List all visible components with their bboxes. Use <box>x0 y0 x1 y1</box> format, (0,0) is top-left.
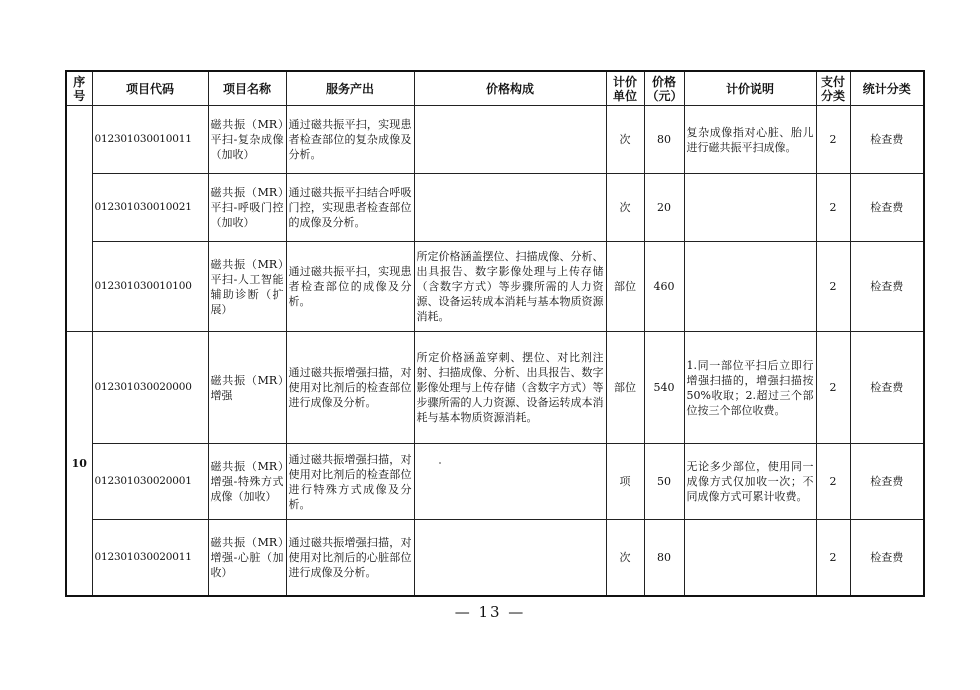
payment-cell: 2 <box>816 174 850 242</box>
table-row <box>66 174 924 242</box>
price-cell: 460 <box>644 242 684 332</box>
name-cell: 磁共振（MR）平扫-人工智能辅助诊断（扩展） <box>208 242 286 332</box>
unit-cell: 次 <box>606 174 644 242</box>
price-cell: 80 <box>644 106 684 174</box>
explanation-cell: 1.同一部位平扫后立即行增强扫描的，增强扫描按50%收取；2.超过三个部位按三个部位收费。 <box>684 332 816 444</box>
group-number: 10 <box>66 332 92 596</box>
header-unit: 计价单位 <box>606 71 644 106</box>
price-cell: 80 <box>644 520 684 596</box>
composition-cell <box>414 444 606 520</box>
payment-cell: 2 <box>816 520 850 596</box>
explanation-cell <box>684 242 816 332</box>
code-cell: 012301030020000 <box>92 332 208 444</box>
output-cell: 通过磁共振增强扫描，对使用对比剂后的检查部位进行特殊方式成像及分析。 <box>286 444 414 520</box>
unit-cell: 次 <box>606 106 644 174</box>
explanation-cell <box>684 520 816 596</box>
header-seq: 序号 <box>66 71 92 106</box>
name-cell: 磁共振（MR）增强 <box>208 332 286 444</box>
stat-cell: 检查费 <box>850 332 924 444</box>
stat-cell: 检查费 <box>850 174 924 242</box>
table-row <box>66 332 924 444</box>
table-row <box>66 242 924 332</box>
stat-cell: 检查费 <box>850 520 924 596</box>
unit-cell: 项 <box>606 444 644 520</box>
code-cell: 012301030010021 <box>92 174 208 242</box>
name-cell: 磁共振（MR）平扫-呼吸门控（加收） <box>208 174 286 242</box>
table-row <box>66 106 924 174</box>
name-cell: 磁共振（MR）增强-心脏（加收） <box>208 520 286 596</box>
output-cell: 通过磁共振增强扫描，对使用对比剂后的检查部位进行成像及分析。 <box>286 332 414 444</box>
output-cell: 通过磁共振平扫，实现患者检查部位的复杂成像及分析。 <box>286 106 414 174</box>
composition-cell <box>414 520 606 596</box>
output-cell: 通过磁共振增强扫描，对使用对比剂后的心脏部位进行成像及分析。 <box>286 520 414 596</box>
name-cell: 磁共振（MR）平扫-复杂成像（加收） <box>208 106 286 174</box>
unit-cell: 次 <box>606 520 644 596</box>
output-cell: 通过磁共振平扫结合呼吸门控，实现患者检查部位的成像及分析。 <box>286 174 414 242</box>
unit-cell: 部位 <box>606 332 644 444</box>
code-cell: 012301030020001 <box>92 444 208 520</box>
payment-cell: 2 <box>816 242 850 332</box>
payment-cell: 2 <box>816 106 850 174</box>
explanation-cell <box>684 174 816 242</box>
explanation-cell: 无论多少部位，使用同一成像方式仅加收一次；不同成像方式可累计收费。 <box>684 444 816 520</box>
header-price: 价格（元） <box>644 71 684 106</box>
header-stat: 统计分类 <box>850 71 924 106</box>
composition-cell <box>414 174 606 242</box>
composition-cell: 所定价格涵盖摆位、扫描成像、分析、出具报告、数字影像处理与上传存储（含数字方式）等步骤所需的人力资源、设备运转成本消耗与基本物质资源消耗。 <box>414 242 606 332</box>
price-cell: 20 <box>644 174 684 242</box>
price-cell: 540 <box>644 332 684 444</box>
price-table <box>65 70 925 597</box>
name-cell: 磁共振（MR）增强-特殊方式成像（加收） <box>208 444 286 520</box>
stat-cell: 检查费 <box>850 444 924 520</box>
header-explanation: 计价说明 <box>684 71 816 106</box>
table-row <box>66 444 924 520</box>
page-number: — 13 — <box>454 603 526 621</box>
stat-cell: 检查费 <box>850 106 924 174</box>
explanation-cell: 复杂成像指对心脏、胎儿进行磁共振平扫成像。 <box>684 106 816 174</box>
header-name: 项目名称 <box>208 71 286 106</box>
unit-cell: 部位 <box>606 242 644 332</box>
table-row <box>66 520 924 596</box>
header-code: 项目代码 <box>92 71 208 106</box>
header-row <box>66 71 924 106</box>
code-cell: 012301030010011 <box>92 106 208 174</box>
code-cell: 012301030020011 <box>92 520 208 596</box>
seq-cell-empty <box>66 106 92 332</box>
header-composition: 价格构成 <box>414 71 606 106</box>
scan-speck <box>439 462 441 464</box>
code-cell: 012301030010100 <box>92 242 208 332</box>
payment-cell: 2 <box>816 332 850 444</box>
header-output: 服务产出 <box>286 71 414 106</box>
output-cell: 通过磁共振平扫，实现患者检查部位的成像及分析。 <box>286 242 414 332</box>
header-payment: 支付分类 <box>816 71 850 106</box>
composition-cell <box>414 106 606 174</box>
composition-cell: 所定价格涵盖穿刺、摆位、对比剂注射、扫描成像、分析、出具报告、数字影像处理与上传存储（含数字方式）等步骤所需的人力资源、设备运转成本消耗与基本物质资源消耗。 <box>414 332 606 444</box>
price-cell: 50 <box>644 444 684 520</box>
payment-cell: 2 <box>816 444 850 520</box>
stat-cell: 检查费 <box>850 242 924 332</box>
